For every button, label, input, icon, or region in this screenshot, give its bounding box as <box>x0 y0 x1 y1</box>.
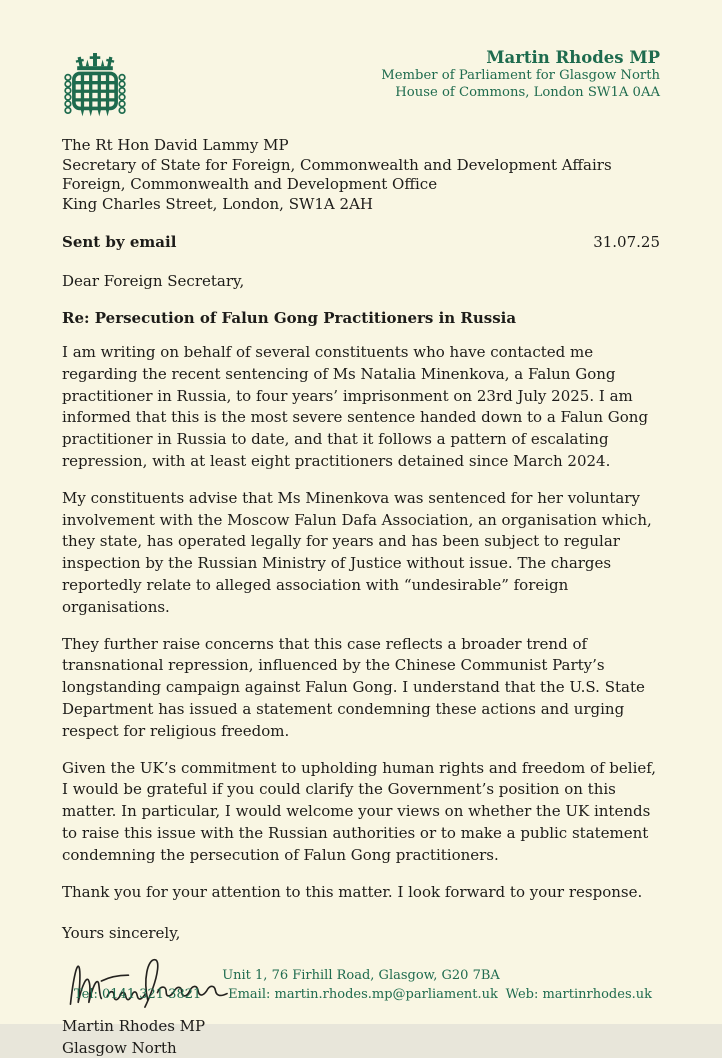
letterhead-address: House of Commons, London SW1A 0AA <box>395 84 660 100</box>
paragraph-5: Thank you for your attention to this matter. I look forward to your response. <box>62 882 643 901</box>
paragraph-2: My constituents advise that Ms Minenkova was sentenced for her voluntary involvement with the Moscow Falun Dafa Association, an organisation which, they state, has operated legally for years and has been subject to regular inspection by the Russian Ministry of Justice without issue. The charges reportedly relate to alleged association with “undesirable” foreign organisations. <box>62 488 652 616</box>
salutation: Dear Foreign Secretary, <box>62 272 245 290</box>
recipient-street: King Charles Street, London, SW1A 2AH <box>62 194 373 213</box>
paragraph-3: They further raise concerns that this case reflects a broader trend of transnational repression, influenced by the Chinese Communist Party’s longstanding campaign against Falun Gong. I understand that the U.S. State Department has issued a statement condemning these actions and urging respect for religious freedom. <box>62 634 645 740</box>
footer <box>0 967 722 1002</box>
paragraph-4: Given the UK’s commitment to upholding human rights and freedom of belief, I would be grateful if you could clarify the Government’s position on this matter. In particular, I would welcome your views on whether the UK intends to raise this issue with the Russian authorities or to make a public statement condemning the persecution of Falun Gong practitioners. <box>62 758 657 864</box>
letterhead <box>62 46 660 124</box>
signer-name: Martin Rhodes MP <box>62 1017 206 1036</box>
recipient-name: The Rt Hon David Lammy MP <box>62 136 289 154</box>
closing: Yours sincerely, <box>62 924 181 943</box>
footer-email: Email: martin.rhodes.mp@parliament.uk <box>228 987 498 1002</box>
paragraph-1: I am writing on behalf of several constituents who have contacted me regarding the recent sentencing of Ms Natalia Minenkova, a Falun Gong practitioner in Russia, to four years’ imprisonment on 23rd July 2025. I am informed that this is the most severe sentence handed down to a Falun Gong practitioner in Russia to date, and that it follows a pattern of escalating repression, with at least eight practitioners detained since March 2024. <box>62 343 649 470</box>
recipient-department: Foreign, Commonwealth and Development Office <box>62 175 438 193</box>
letter-date: 31.07.25 <box>593 233 660 251</box>
subject-line: Re: Persecution of Falun Gong Practitioners in Russia <box>62 309 517 327</box>
letterhead-name: Martin Rhodes MP <box>486 48 660 67</box>
delivery-row <box>62 233 660 251</box>
footer-office-address: Unit 1, 76 Firhill Road, Glasgow, G20 7BA <box>222 968 500 983</box>
letterhead-role: Member of Parliament for Glasgow North <box>381 68 660 83</box>
recipient-title: Secretary of State for Foreign, Commonwealth and Development Affairs <box>62 155 612 174</box>
sent-by-label: Sent by email <box>62 233 177 251</box>
signer-constituency: Glasgow North <box>62 1039 177 1058</box>
recipient-address <box>62 136 660 214</box>
footer-telephone: Tel: 0141 321 3821 <box>74 987 202 1002</box>
portcullis-crest-icon <box>62 48 128 124</box>
letterhead-text <box>381 46 660 101</box>
footer-website: Web: martinrhodes.uk <box>505 987 652 1002</box>
